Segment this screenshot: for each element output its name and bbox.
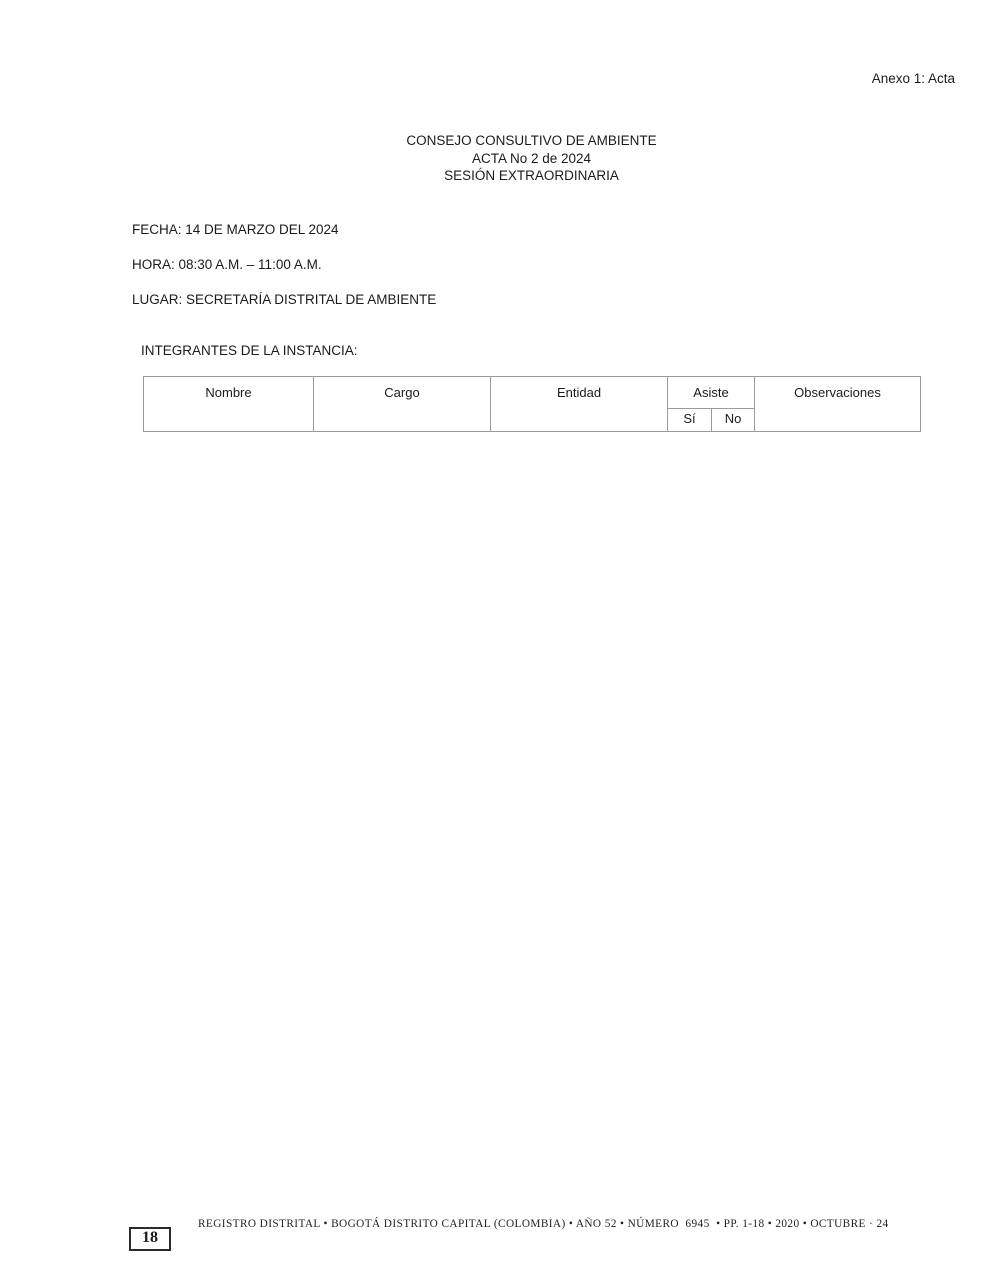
document-title-line-2: ACTA No 2 de 2024: [471, 150, 592, 166]
section-heading: INTEGRANTES DE LA INSTANCIA:: [141, 343, 358, 358]
attendance-table: [143, 376, 921, 432]
attendance-table-header: [144, 377, 921, 432]
header-asiste: Asiste: [668, 377, 755, 409]
document-title-line-3: SESIÓN EXTRAORDINARIA: [444, 168, 619, 183]
hora-line: HORA: 08:30 A.M. – 11:00 A.M.: [132, 257, 322, 272]
page-number: 18: [129, 1227, 171, 1251]
annex-label: Anexo 1: Acta: [871, 71, 955, 86]
header-no: No: [712, 409, 755, 432]
footer-text: REGISTRO DISTRITAL • BOGOTÁ DISTRITO CAPITAL (COLOMBIA) • AÑO 52 • NÚMERO 6945 • PP. 1-18 • 2020 • OCTUBRE · 24: [198, 1218, 889, 1230]
header-observaciones: Observaciones: [755, 377, 921, 432]
header-entidad: Entidad: [491, 377, 668, 432]
fecha-line: FECHA: 14 DE MARZO DEL 2024: [132, 222, 339, 237]
lugar-line: LUGAR: SECRETARÍA DISTRITAL DE AMBIENTE: [132, 292, 437, 307]
document-title: [143, 132, 920, 185]
header-si: Sí: [668, 409, 712, 432]
document-title-line-1: CONSEJO CONSULTIVO DE AMBIENTE: [406, 133, 657, 148]
header-nombre: Nombre: [144, 377, 314, 432]
header-cargo: Cargo: [314, 377, 491, 432]
